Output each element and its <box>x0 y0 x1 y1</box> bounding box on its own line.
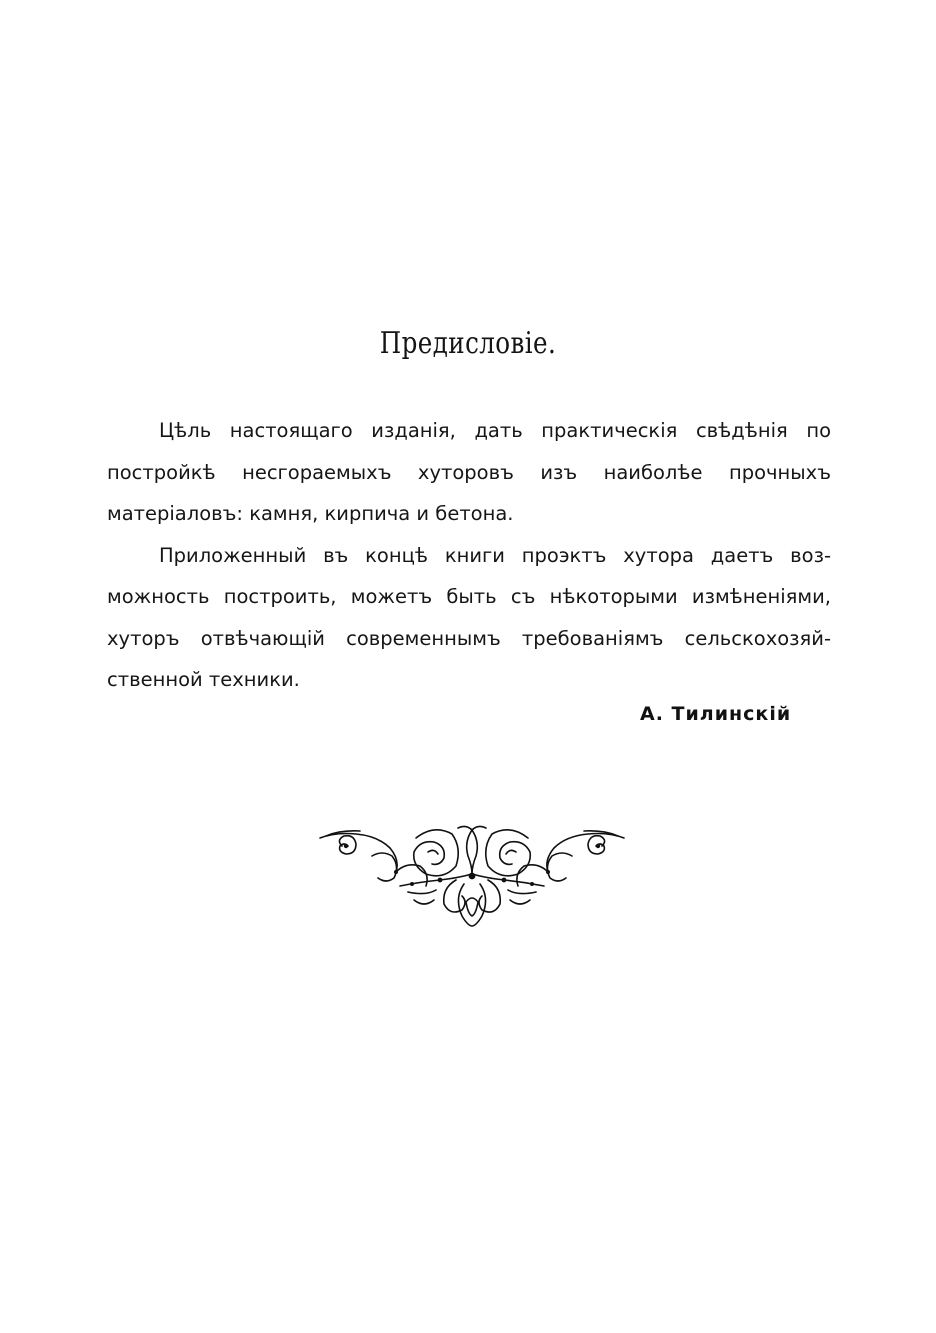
preface-body <box>107 410 831 701</box>
floral-vignette-icon <box>316 822 628 932</box>
paragraph-2-line-1: Приложенный въ концѣ книги проэктъ хутора даетъ воз- <box>159 543 831 567</box>
paragraph-2-line-3: хуторъ отвѣчающій современнымъ требованіямъ сельскохозяй- <box>107 626 831 650</box>
paragraph-1-line-2: постройкѣ несгораемыхъ хуторовъ изъ наиболѣе прочныхъ <box>107 460 831 484</box>
paragraph-2-line-4: ственной техники. <box>107 668 300 691</box>
paragraph-1-line-3: матеріаловъ: камня, кирпича и бетона. <box>107 502 514 525</box>
paragraph-2-line-2: можность построить, можетъ быть съ нѣкоторыми измѣненіями, <box>107 585 831 608</box>
paragraph-1-line-1: Цѣль настоящаго изданія, дать практическія свѣдѣнія по <box>159 419 831 442</box>
page-title: Предисловіе. <box>379 326 557 361</box>
author-signature: А. Тилинскій <box>640 703 792 725</box>
